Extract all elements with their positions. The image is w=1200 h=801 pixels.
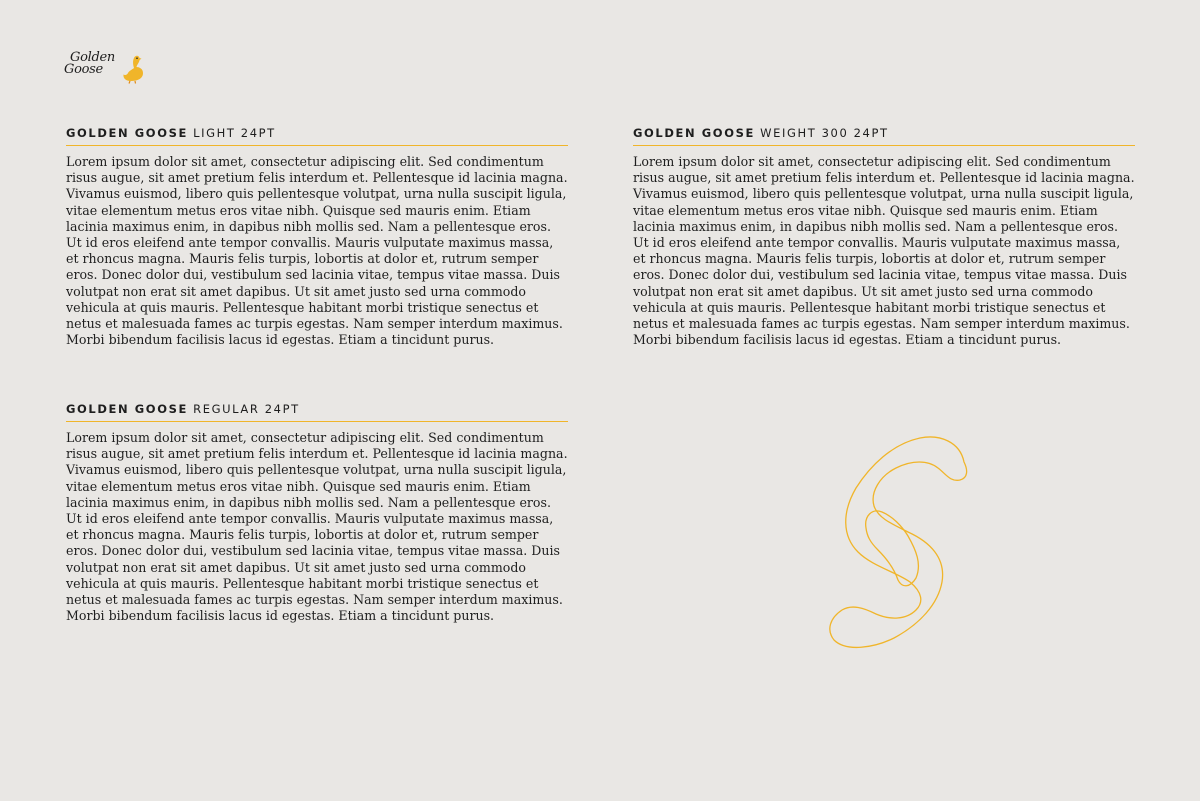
font-style: LIGHT 24PT xyxy=(193,126,276,140)
specimen-light-text: Lorem ipsum dolor sit amet, consectetur adipiscing elit. Sed condimentum risus augue, sit amet pretium felis interdum et. Pellentesque id lacinia magna. Vivamus euismod, libero quis pellentesque volutpat, urna nulla suscipit ligula, vitae elementum metus eros vitae nibh. Quisque sed mauris enim. Etiam lacinia maximus enim, in dapibus nibh mollis sed. Nam a pellentesque eros. Ut id eros eleifend ante tempor convallis. Mauris vulputate maximus massa, et rhoncus magna. Mauris felis turpis, lobortis at dolor et, rutrum semper eros. Donec dolor dui, vestibulum sed lacinia vitae, tempus vitae massa. Duis volutpat non erat sit amet dapibus. Ut sit amet justo sed urna commodo vehicula at quis mauris. Pellentesque habitant morbi tristique senectus et netus et malesuada fames ac turpis egestas. Nam semper interdum maximus. Morbi bibendum facilisis lacus id egestas. Etiam a tincidunt purus. xyxy=(66,154,568,348)
specimen-light-heading xyxy=(66,126,568,146)
font-name: GOLDEN GOOSE xyxy=(66,126,188,140)
font-style: WEIGHT 300 24PT xyxy=(760,126,889,140)
logo-line-2: Goose xyxy=(64,62,103,77)
logo-wordmark xyxy=(64,52,115,76)
specimen-weight-300-text: Lorem ipsum dolor sit amet, consectetur adipiscing elit. Sed condimentum risus augue, sit amet pretium felis interdum et. Pellentesque id lacinia magna. Vivamus euismod, libero quis pellentesque volutpat, urna nulla suscipit ligula, vitae elementum metus eros vitae nibh. Quisque sed mauris enim. Etiam lacinia maximus enim, in dapibus nibh mollis sed. Nam a pellentesque eros. Ut id eros eleifend ante tempor convallis. Mauris vulputate maximus massa, et rhoncus magna. Mauris felis turpis, lobortis at dolor et, rutrum semper eros. Donec dolor dui, vestibulum sed lacinia vitae, tempus vitae massa. Duis volutpat non erat sit amet dapibus. Ut sit amet justo sed urna commodo vehicula at quis mauris. Pellentesque habitant morbi tristique senectus et netus et malesuada fames ac turpis egestas. Nam semper interdum maximus. Morbi bibendum facilisis lacus id egestas. Etiam a tincidunt purus. xyxy=(633,154,1135,348)
font-name: GOLDEN GOOSE xyxy=(633,126,755,140)
specimen-light xyxy=(66,126,568,348)
font-style: REGULAR 24PT xyxy=(193,402,300,416)
golden-goose-logo xyxy=(64,52,154,88)
specimen-weight-300-heading xyxy=(633,126,1135,146)
section-sign-outline-icon xyxy=(812,432,982,652)
goose-icon xyxy=(120,54,146,84)
logo-line-1: Golden xyxy=(70,50,115,65)
specimen-regular-heading xyxy=(66,402,568,422)
specimen-weight-300 xyxy=(633,126,1135,348)
specimen-regular xyxy=(66,402,568,624)
specimen-regular-text: Lorem ipsum dolor sit amet, consectetur adipiscing elit. Sed condimentum risus augue, sit amet pretium felis interdum et. Pellentesque id lacinia magna. Vivamus euismod, libero quis pellentesque volutpat, urna nulla suscipit ligula, vitae elementum metus eros vitae nibh. Quisque sed mauris enim. Etiam lacinia maximus enim, in dapibus nibh mollis sed. Nam a pellentesque eros. Ut id eros eleifend ante tempor convallis. Mauris vulputate maximus massa, et rhoncus magna. Mauris felis turpis, lobortis at dolor et, rutrum semper eros. Donec dolor dui, vestibulum sed lacinia vitae, tempus vitae massa. Duis volutpat non erat sit amet dapibus. Ut sit amet justo sed urna commodo vehicula at quis mauris. Pellentesque habitant morbi tristique senectus et netus et malesuada fames ac turpis egestas. Nam semper interdum maximus. Morbi bibendum facilisis lacus id egestas. Etiam a tincidunt purus. xyxy=(66,430,568,624)
font-name: GOLDEN GOOSE xyxy=(66,402,188,416)
